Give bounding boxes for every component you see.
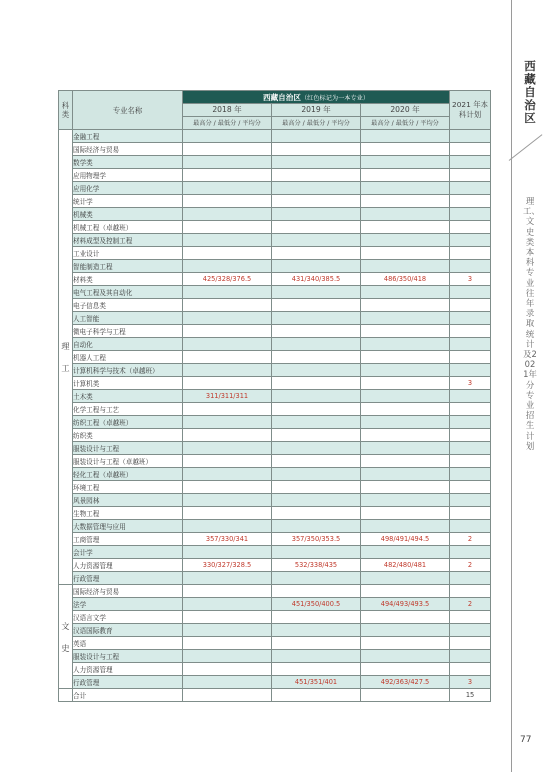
sidebar-subtitle: 理工、文史类本科专业往年录取统计及2021年分专业招生计划 — [523, 196, 540, 451]
score-2020-cell — [361, 338, 450, 351]
major-name-cell: 机械工程（卓越班） — [73, 221, 183, 234]
plan-cell — [450, 520, 491, 533]
score-2018-cell — [183, 143, 272, 156]
score-2018-cell: 311/311/311 — [183, 390, 272, 403]
score-2020-cell — [361, 143, 450, 156]
plan-cell — [450, 130, 491, 143]
table-row — [59, 663, 491, 676]
score-2019-cell — [272, 481, 361, 494]
major-name-cell: 计算机科学与技术（卓越班） — [73, 364, 183, 377]
score-2019-cell — [272, 364, 361, 377]
plan-cell — [450, 429, 491, 442]
major-name-cell: 微电子科学与工程 — [73, 325, 183, 338]
total-empty-cell — [361, 689, 450, 702]
table-row — [59, 273, 491, 286]
major-name-cell: 行政管理 — [73, 676, 183, 689]
major-name-cell: 机械类 — [73, 208, 183, 221]
score-2018-cell — [183, 299, 272, 312]
plan-cell — [450, 637, 491, 650]
score-subheader-2018: 最高分 / 最低分 / 平均分 — [183, 117, 272, 130]
score-2020-cell — [361, 286, 450, 299]
score-2019-cell — [272, 169, 361, 182]
plan-cell — [450, 507, 491, 520]
score-2020-cell — [361, 429, 450, 442]
score-2018-cell: 330/327/328.5 — [183, 559, 272, 572]
score-2018-cell — [183, 325, 272, 338]
score-2018-cell — [183, 182, 272, 195]
score-2018-cell — [183, 494, 272, 507]
major-name-cell: 工商管理 — [73, 533, 183, 546]
score-2018-cell — [183, 481, 272, 494]
score-2020-cell — [361, 650, 450, 663]
score-2019-cell — [272, 624, 361, 637]
sidebar-slash — [509, 134, 543, 161]
score-2019-cell — [272, 338, 361, 351]
table-row — [59, 572, 491, 585]
table-row — [59, 312, 491, 325]
score-2019-cell — [272, 143, 361, 156]
total-empty-cell — [272, 689, 361, 702]
score-2020-cell — [361, 546, 450, 559]
plan-cell — [450, 585, 491, 598]
score-2020-cell — [361, 299, 450, 312]
major-name-cell: 应用物理学 — [73, 169, 183, 182]
score-2018-cell — [183, 598, 272, 611]
table-row — [59, 286, 491, 299]
plan-cell — [450, 351, 491, 364]
score-2018-cell — [183, 221, 272, 234]
total-plan-cell: 15 — [450, 689, 491, 702]
score-2019-cell — [272, 546, 361, 559]
table-row — [59, 455, 491, 468]
plan-cell — [450, 455, 491, 468]
major-name-cell: 国际经济与贸易 — [73, 143, 183, 156]
score-2019-cell: 532/338/435 — [272, 559, 361, 572]
table-row — [59, 169, 491, 182]
score-2019-cell: 431/340/385.5 — [272, 273, 361, 286]
score-2018-cell — [183, 507, 272, 520]
table-row — [59, 429, 491, 442]
plan-cell — [450, 260, 491, 273]
table-row — [59, 559, 491, 572]
admission-score-table — [58, 90, 491, 702]
score-2019-cell: 357/350/353.5 — [272, 533, 361, 546]
major-name-cell: 法学 — [73, 598, 183, 611]
plan-cell: 3 — [450, 273, 491, 286]
score-2020-cell — [361, 234, 450, 247]
plan-cell — [450, 182, 491, 195]
score-2018-cell — [183, 546, 272, 559]
score-2020-cell — [361, 663, 450, 676]
score-2018-cell — [183, 520, 272, 533]
score-2020-cell — [361, 351, 450, 364]
table-row — [59, 143, 491, 156]
table-row — [59, 442, 491, 455]
score-2018-cell — [183, 130, 272, 143]
plan-cell — [450, 143, 491, 156]
score-2018-cell — [183, 195, 272, 208]
score-2019-cell — [272, 208, 361, 221]
score-2020-cell — [361, 312, 450, 325]
score-2020-cell — [361, 637, 450, 650]
table-row — [59, 546, 491, 559]
plan-cell — [450, 221, 491, 234]
score-2018-cell — [183, 377, 272, 390]
score-2019-cell — [272, 286, 361, 299]
score-2020-cell — [361, 169, 450, 182]
score-2018-cell — [183, 351, 272, 364]
table-row — [59, 637, 491, 650]
score-2018-cell — [183, 429, 272, 442]
table-row — [59, 338, 491, 351]
year-2018-header: 2018 年 — [183, 104, 272, 117]
score-2020-cell — [361, 572, 450, 585]
plan-cell — [450, 442, 491, 455]
score-2018-cell — [183, 403, 272, 416]
score-2018-cell — [183, 442, 272, 455]
score-2019-cell — [272, 299, 361, 312]
score-2020-cell — [361, 611, 450, 624]
major-name-cell: 工业设计 — [73, 247, 183, 260]
score-2019-cell — [272, 494, 361, 507]
score-2020-cell — [361, 364, 450, 377]
category-cell: 文史 — [59, 585, 73, 689]
table-row — [59, 364, 491, 377]
score-2020-cell — [361, 195, 450, 208]
score-2019-cell — [272, 468, 361, 481]
score-2019-cell — [272, 637, 361, 650]
score-2019-cell: 451/350/400.5 — [272, 598, 361, 611]
plan-cell — [450, 650, 491, 663]
plan-cell — [450, 416, 491, 429]
table-row — [59, 650, 491, 663]
plan-cell — [450, 338, 491, 351]
table-row — [59, 403, 491, 416]
plan-cell — [450, 208, 491, 221]
major-name-cell: 化学工程与工艺 — [73, 403, 183, 416]
score-2019-cell — [272, 234, 361, 247]
major-name-cell: 服装设计与工程 — [73, 442, 183, 455]
score-2019-cell — [272, 247, 361, 260]
score-subheader-2020: 最高分 / 最低分 / 平均分 — [361, 117, 450, 130]
table-row — [59, 234, 491, 247]
score-2019-cell — [272, 221, 361, 234]
major-header: 专业名称 — [73, 91, 183, 130]
page-number: 77 — [520, 735, 532, 745]
major-name-cell: 机器人工程 — [73, 351, 183, 364]
table-row — [59, 156, 491, 169]
score-2019-cell — [272, 585, 361, 598]
score-2019-cell — [272, 130, 361, 143]
table-row — [59, 208, 491, 221]
score-2020-cell: 486/350/418 — [361, 273, 450, 286]
major-name-cell: 金融工程 — [73, 130, 183, 143]
major-name-cell: 大数据管理与应用 — [73, 520, 183, 533]
score-2019-cell: 451/351/401 — [272, 676, 361, 689]
plan-cell — [450, 468, 491, 481]
score-2020-cell — [361, 260, 450, 273]
major-name-cell: 风景园林 — [73, 494, 183, 507]
score-2020-cell — [361, 221, 450, 234]
plan-cell: 2 — [450, 533, 491, 546]
score-2019-cell — [272, 325, 361, 338]
table-row — [59, 507, 491, 520]
table-row — [59, 624, 491, 637]
score-2019-cell — [272, 572, 361, 585]
score-2018-cell: 357/330/341 — [183, 533, 272, 546]
major-name-cell: 土木类 — [73, 390, 183, 403]
plan-cell: 3 — [450, 676, 491, 689]
score-2019-cell — [272, 156, 361, 169]
score-2020-cell — [361, 624, 450, 637]
plan-cell — [450, 481, 491, 494]
score-2020-cell — [361, 130, 450, 143]
major-name-cell: 英语 — [73, 637, 183, 650]
plan-cell — [450, 156, 491, 169]
sidebar-title: 西藏自治区 — [524, 59, 536, 125]
score-2018-cell — [183, 663, 272, 676]
score-2018-cell — [183, 624, 272, 637]
major-name-cell: 轻化工程（卓越班） — [73, 468, 183, 481]
score-2018-cell — [183, 156, 272, 169]
score-2019-cell — [272, 442, 361, 455]
score-2019-cell — [272, 663, 361, 676]
table-row — [59, 416, 491, 429]
major-name-cell: 人力资源管理 — [73, 663, 183, 676]
table-row — [59, 299, 491, 312]
table-row — [59, 611, 491, 624]
major-name-cell: 生物工程 — [73, 507, 183, 520]
plan-cell — [450, 390, 491, 403]
major-name-cell: 会计学 — [73, 546, 183, 559]
score-2020-cell: 494/493/493.5 — [361, 598, 450, 611]
region-title: 西藏自治区 — [262, 92, 301, 102]
score-2020-cell — [361, 247, 450, 260]
score-subheader-2019: 最高分 / 最低分 / 平均分 — [272, 117, 361, 130]
region-note: （红色标记为一本专业） — [300, 94, 370, 102]
major-name-cell: 人工智能 — [73, 312, 183, 325]
table-row — [59, 585, 491, 598]
score-2018-cell — [183, 572, 272, 585]
score-2019-cell — [272, 351, 361, 364]
score-2018-cell: 425/328/376.5 — [183, 273, 272, 286]
score-2020-cell: 492/363/427.5 — [361, 676, 450, 689]
plan-cell — [450, 195, 491, 208]
table-row — [59, 260, 491, 273]
score-2018-cell — [183, 468, 272, 481]
major-name-cell: 应用化学 — [73, 182, 183, 195]
major-name-cell: 电子信息类 — [73, 299, 183, 312]
score-2019-cell — [272, 650, 361, 663]
score-2019-cell — [272, 312, 361, 325]
major-name-cell: 服装设计与工程（卓越班） — [73, 455, 183, 468]
score-2018-cell — [183, 312, 272, 325]
plan-cell — [450, 312, 491, 325]
score-2020-cell — [361, 208, 450, 221]
major-name-cell: 服装设计与工程 — [73, 650, 183, 663]
major-name-cell: 材料成型及控制工程 — [73, 234, 183, 247]
score-2019-cell — [272, 520, 361, 533]
total-label: 合计 — [73, 689, 183, 702]
year-2020-header: 2020 年 — [361, 104, 450, 117]
score-2018-cell — [183, 611, 272, 624]
score-2020-cell — [361, 520, 450, 533]
major-name-cell: 数学类 — [73, 156, 183, 169]
table-row — [59, 494, 491, 507]
plan-cell — [450, 572, 491, 585]
table-body — [59, 130, 491, 702]
category-cell: 理工 — [59, 130, 73, 585]
score-2020-cell — [361, 403, 450, 416]
score-2018-cell — [183, 234, 272, 247]
total-row — [59, 689, 491, 702]
score-2020-cell — [361, 390, 450, 403]
score-2018-cell — [183, 637, 272, 650]
score-2020-cell — [361, 507, 450, 520]
score-2020-cell — [361, 416, 450, 429]
table-row — [59, 598, 491, 611]
score-2019-cell — [272, 429, 361, 442]
score-2018-cell — [183, 416, 272, 429]
major-name-cell: 材料类 — [73, 273, 183, 286]
plan-cell — [450, 299, 491, 312]
plan-cell — [450, 611, 491, 624]
score-2018-cell — [183, 286, 272, 299]
score-2020-cell — [361, 182, 450, 195]
table-row — [59, 221, 491, 234]
major-name-cell: 智能制造工程 — [73, 260, 183, 273]
total-empty-cell — [183, 689, 272, 702]
score-2019-cell — [272, 455, 361, 468]
score-2019-cell — [272, 195, 361, 208]
table-row — [59, 676, 491, 689]
major-name-cell: 计算机类 — [73, 377, 183, 390]
table-row — [59, 351, 491, 364]
plan-cell: 2 — [450, 559, 491, 572]
major-name-cell: 行政管理 — [73, 572, 183, 585]
score-2020-cell — [361, 494, 450, 507]
score-2018-cell — [183, 208, 272, 221]
major-name-cell: 汉语国际教育 — [73, 624, 183, 637]
plan-cell — [450, 403, 491, 416]
score-2020-cell — [361, 156, 450, 169]
score-2018-cell — [183, 260, 272, 273]
major-name-cell: 纺织类 — [73, 429, 183, 442]
score-2020-cell: 498/491/494.5 — [361, 533, 450, 546]
plan-cell — [450, 494, 491, 507]
score-2018-cell — [183, 338, 272, 351]
major-name-cell: 统计学 — [73, 195, 183, 208]
plan-cell: 2 — [450, 598, 491, 611]
major-name-cell: 自动化 — [73, 338, 183, 351]
plan-cell — [450, 247, 491, 260]
score-2019-cell — [272, 182, 361, 195]
score-2020-cell — [361, 455, 450, 468]
major-name-cell: 纺织工程（卓越班） — [73, 416, 183, 429]
score-2020-cell — [361, 442, 450, 455]
score-2020-cell — [361, 377, 450, 390]
table-row — [59, 182, 491, 195]
table-row — [59, 325, 491, 338]
year-2019-header: 2019 年 — [272, 104, 361, 117]
score-2020-cell — [361, 481, 450, 494]
plan-cell — [450, 169, 491, 182]
score-2018-cell — [183, 676, 272, 689]
plan-cell — [450, 234, 491, 247]
table-row — [59, 195, 491, 208]
table-row — [59, 520, 491, 533]
table-row — [59, 377, 491, 390]
sidebar-divider — [511, 0, 512, 772]
major-name-cell: 汉语言文学 — [73, 611, 183, 624]
plan-cell — [450, 624, 491, 637]
plan-cell: 3 — [450, 377, 491, 390]
score-2019-cell — [272, 260, 361, 273]
score-2019-cell — [272, 611, 361, 624]
score-2018-cell — [183, 455, 272, 468]
plan-cell — [450, 286, 491, 299]
score-2018-cell — [183, 650, 272, 663]
region-header — [183, 91, 450, 104]
score-2018-cell — [183, 585, 272, 598]
table-row — [59, 247, 491, 260]
score-2019-cell — [272, 403, 361, 416]
score-2019-cell — [272, 377, 361, 390]
plan-cell — [450, 325, 491, 338]
score-2018-cell — [183, 169, 272, 182]
score-2020-cell — [361, 468, 450, 481]
table-row — [59, 390, 491, 403]
major-name-cell: 环境工程 — [73, 481, 183, 494]
score-2019-cell — [272, 507, 361, 520]
plan-cell — [450, 663, 491, 676]
score-2020-cell: 482/480/481 — [361, 559, 450, 572]
score-2020-cell — [361, 325, 450, 338]
table-row — [59, 130, 491, 143]
table-row — [59, 468, 491, 481]
score-2019-cell — [272, 390, 361, 403]
score-2020-cell — [361, 585, 450, 598]
category-header: 科类 — [59, 91, 73, 130]
major-name-cell: 人力资源管理 — [73, 559, 183, 572]
major-name-cell: 电气工程及其自动化 — [73, 286, 183, 299]
score-2019-cell — [272, 416, 361, 429]
total-category-cell — [59, 689, 73, 702]
score-2018-cell — [183, 247, 272, 260]
score-2018-cell — [183, 364, 272, 377]
plan-header: 2021 年本科计划 — [450, 91, 491, 130]
table-row — [59, 481, 491, 494]
major-name-cell: 国际经济与贸易 — [73, 585, 183, 598]
table-row — [59, 533, 491, 546]
plan-cell — [450, 364, 491, 377]
plan-cell — [450, 546, 491, 559]
